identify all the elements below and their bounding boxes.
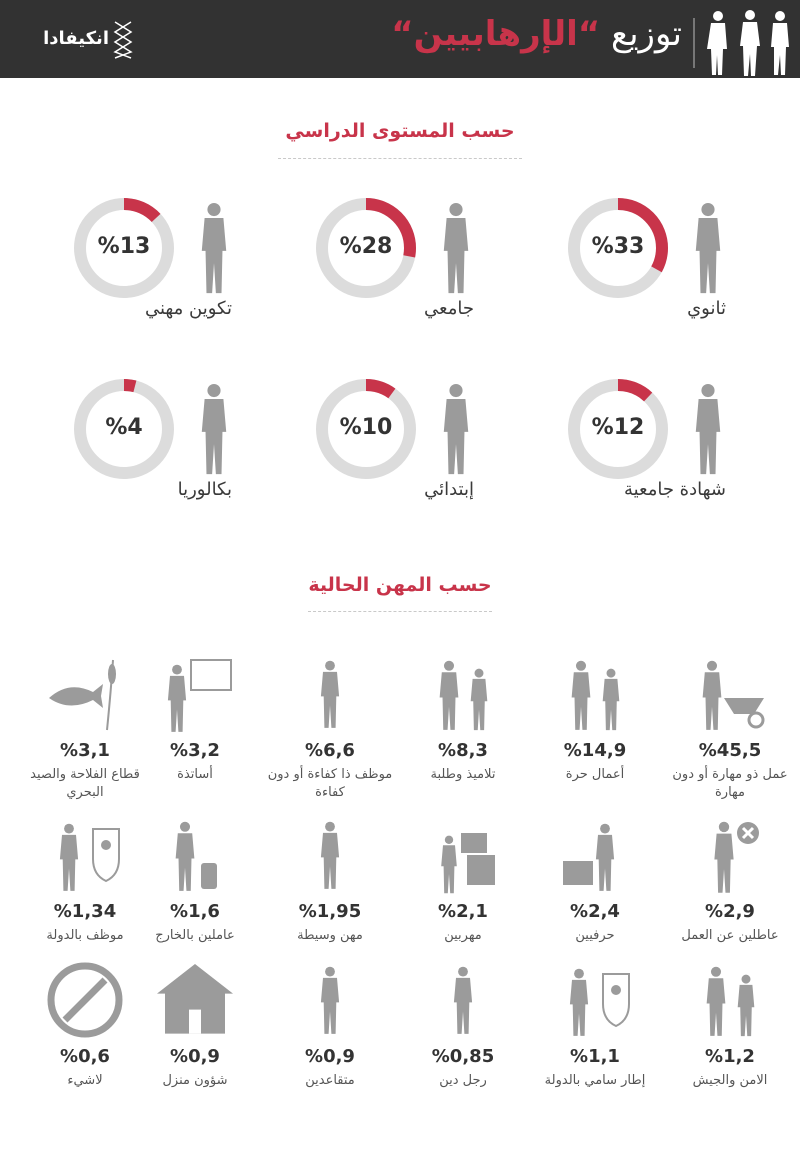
education-label: ثانوي [687,298,726,319]
occupation-item [265,960,395,1110]
occupation-percent: %14,9 [563,740,627,761]
occupation-label: تلاميذ وطلبة [430,767,496,782]
intermediate-worker-icon [290,815,370,895]
page-title-highlight: “الإرهابيين“ [391,14,601,54]
occupation-percent: %2,9 [705,901,755,922]
occupation-label: متقاعدين [305,1073,355,1088]
education-percent: %33 [591,234,645,259]
occupation-item [20,960,150,1110]
education-item [72,196,322,366]
occupation-percent: %3,2 [170,740,220,761]
teacher-board-icon [155,654,235,734]
occupation-item [265,815,395,965]
occupation-item [20,654,150,804]
employee-briefcase-icon [290,654,370,734]
education-label: بكالوريا [177,479,232,500]
occupation-label: رجل دين [439,1073,487,1088]
occupation-percent: %6,6 [305,740,355,761]
occupation-section-title: حسب المهن الحالية [308,574,492,596]
education-percent: %28 [339,234,393,259]
page-title [391,14,682,54]
smuggler-boxes-icon [423,815,503,895]
education-title-divider [278,158,522,159]
none-symbol-icon [45,960,125,1040]
occupation-label: موظف بالدولة [46,928,124,943]
wheelbarrow-worker-icon [690,654,770,734]
occupation-item [665,815,795,965]
university-student-icon [424,196,488,300]
occupation-percent: %1,1 [570,1046,620,1067]
education-item [314,377,564,547]
occupation-item [665,654,795,804]
occupation-percent: %2,4 [570,901,620,922]
occupation-item [20,815,150,965]
people-silhouettes-icon [700,6,800,78]
graduate-icon [676,377,740,481]
occupation-item [530,960,660,1110]
state-employee-icon [45,815,125,895]
baccalaureate-student-icon [182,377,246,481]
education-label: إبتدائي [424,479,474,500]
occupation-item [530,815,660,965]
fish-wheat-icon [45,654,125,734]
education-label: جامعي [424,298,474,319]
occupation-item [398,654,528,804]
occupation-percent: %1,6 [170,901,220,922]
education-percent: %12 [591,415,645,440]
occupation-label: حرفيين [575,928,615,943]
occupation-title-divider [308,611,492,612]
occupation-percent: %0,9 [170,1046,220,1067]
unemployed-icon [690,815,770,895]
students-icon [423,654,503,734]
traveler-suitcase-icon [155,815,235,895]
logo[interactable] [28,20,133,60]
occupation-percent: %1,95 [298,901,362,922]
education-item [72,377,322,547]
occupation-item [665,960,795,1110]
occupation-label: أعمال حرة [565,767,625,782]
occupation-label: موظف ذا كفاءة أو دون كفاءة [267,767,393,800]
education-percent: %10 [339,415,393,440]
occupation-percent: %3,1 [60,740,110,761]
occupation-percent: %0,9 [305,1046,355,1067]
occupation-item [398,815,528,965]
education-percent: %13 [97,234,151,259]
cleric-icon [423,960,503,1040]
occupation-label: عاملين بالخارج [155,928,235,943]
occupation-percent: %0,85 [431,1046,495,1067]
vocational-trainee-icon [182,196,246,300]
occupation-label: مهن وسيطة [297,928,363,943]
logo-mark-icon [113,20,133,60]
occupation-label: أساتذة [177,767,213,782]
occupation-item [530,654,660,804]
house-icon [155,960,235,1040]
occupation-label: مهربين [444,928,482,943]
occupation-percent: %1,34 [53,901,117,922]
blacksmith-icon [555,815,635,895]
occupation-percent: %1,2 [705,1046,755,1067]
page-title-prefix: توزيع [600,14,682,54]
occupation-item [398,960,528,1110]
header-bar [0,0,800,78]
senior-official-icon [555,960,635,1040]
occupation-label: عاطلين عن العمل [681,928,779,943]
occupation-percent: %2,1 [438,901,488,922]
logo-text: انكيفادا [43,28,109,49]
freelancers-icon [555,654,635,734]
occupation-label: لاشيء [67,1073,103,1088]
education-percent: %4 [105,415,143,440]
schoolchild-icon [424,377,488,481]
occupation-label: عمل ذو مهارة أو دون مهارة [672,767,788,800]
education-item [566,196,800,366]
occupation-item [265,654,395,804]
occupation-label: إطار سامي بالدولة [544,1073,646,1088]
education-section-title: حسب المستوى الدراسي [285,120,515,142]
occupation-percent: %0,6 [60,1046,110,1067]
retiree-icon [290,960,370,1040]
occupation-label: شؤون منزل [162,1073,228,1088]
education-item [566,377,800,547]
education-label: تكوين مهني [144,298,232,319]
header-divider [693,18,695,68]
education-label: شهادة جامعية [623,479,726,500]
occupation-label: قطاع الفلاحة والصيد البحري [30,767,140,800]
soldiers-icon [690,960,770,1040]
backpack-student-icon [676,196,740,300]
education-item [314,196,564,366]
occupation-percent: %45,5 [698,740,762,761]
occupation-percent: %8,3 [438,740,488,761]
occupation-label: الامن والجيش [692,1073,768,1088]
